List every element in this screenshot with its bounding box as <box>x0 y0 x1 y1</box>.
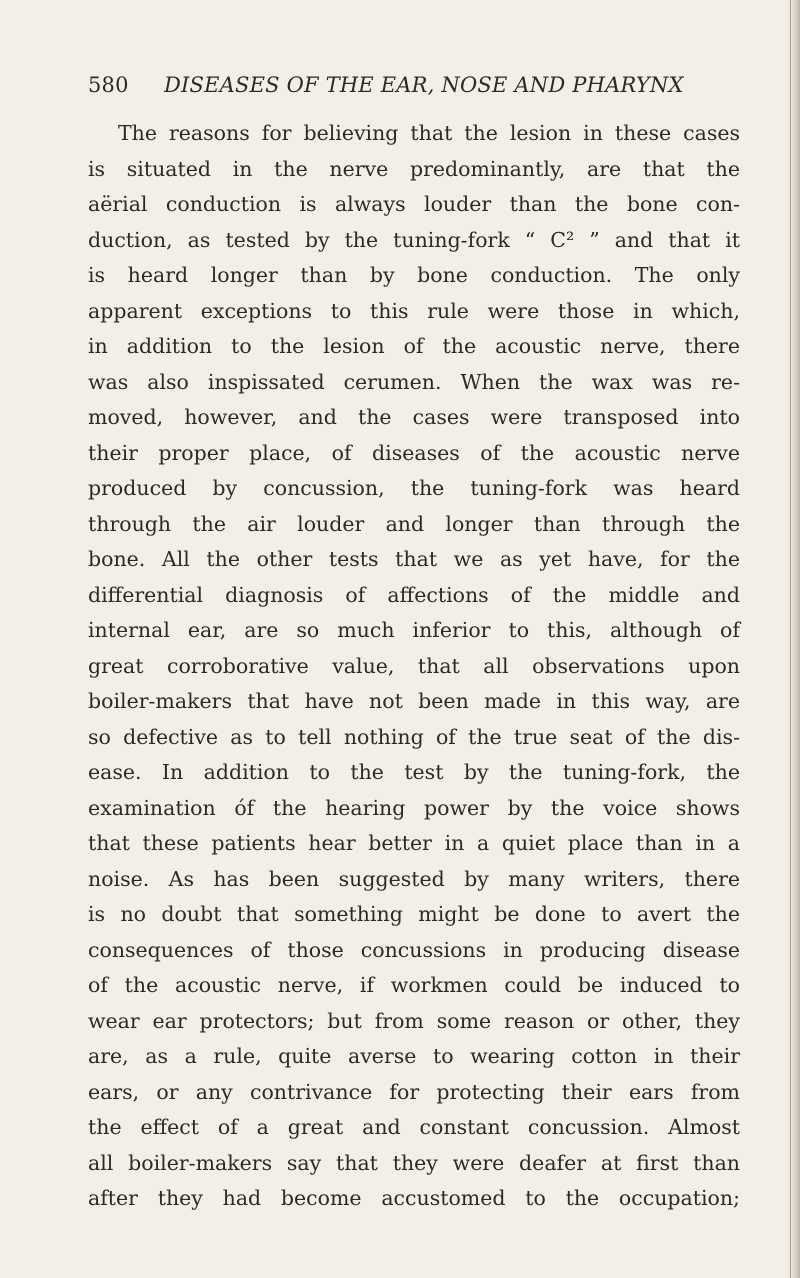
text-line: internal ear, are so much inferior to this, although of <box>88 618 740 642</box>
text-line: produced by concussion, the tuning-fork was heard <box>88 476 740 500</box>
text-line: are, as a rule, quite averse to wearing cotton in their <box>88 1044 740 1068</box>
text-line: ease. In addition to the test by the tuning-fork, the <box>88 760 740 784</box>
text-line: in addition to the lesion of the acoustic nerve, there <box>88 334 740 358</box>
body-paragraph <box>88 116 740 1217</box>
text-line: through the air louder and longer than through the <box>88 511 740 536</box>
text-line: ears, or any contrivance for protecting their ears from <box>88 1079 740 1104</box>
text-line: bone. All the other tests that we as yet have, for the <box>88 547 740 571</box>
text-line: The reasons for believing that the lesion in these cases <box>118 121 740 145</box>
text-line: was also inspissated cerumen. When the wax was re- <box>88 369 740 394</box>
text-line: the effect of a great and constant concussion. Almost <box>88 1115 740 1139</box>
page-header <box>88 73 698 103</box>
text-line: is heard longer than by bone conduction. The only <box>88 263 740 287</box>
text-line: wear ear protectors; but from some reason or other, they <box>88 1008 740 1033</box>
page-edge-line <box>790 0 791 1278</box>
text-line: great corroborative value, that all observations upon <box>88 653 740 678</box>
text-line: all boiler-makers say that they were deafer at first than <box>88 1150 740 1175</box>
text-line: is no doubt that something might be done to avert the <box>88 902 740 926</box>
text-line: after they had become accustomed to the occupation; <box>88 1186 740 1210</box>
text-line: so defective as to tell nothing of the true seat of the dis- <box>88 724 740 749</box>
text-line: noise. As has been suggested by many writers, there <box>88 866 740 891</box>
text-line: aërial conduction is always louder than the bone con- <box>88 192 740 216</box>
text-line: their proper place, of diseases of the acoustic nerve <box>88 440 740 465</box>
text-line: consequences of those concussions in producing disease <box>88 937 740 962</box>
running-title: DISEASES OF THE EAR, NOSE AND PHARYNX <box>164 73 684 97</box>
text-line: duction, as tested by the tuning-fork “ C² ” and that it <box>88 227 740 252</box>
text-line: is situated in the nerve predominantly, are that the <box>88 156 740 181</box>
text-line: that these patients hear better in a quiet place than in a <box>88 831 740 855</box>
text-line: apparent exceptions to this rule were those in which, <box>88 298 740 323</box>
text-line: differential diagnosis of affections of the middle and <box>88 582 740 607</box>
page-edge-shadow <box>786 0 800 1278</box>
text-line: boiler-makers that have not been made in this way, are <box>88 689 740 713</box>
page-number: 580 <box>88 73 129 97</box>
text-line: moved, however, and the cases were transposed into <box>88 405 740 429</box>
text-line: examination óf the hearing power by the voice shows <box>88 795 740 820</box>
text-line: of the acoustic nerve, if workmen could be induced to <box>88 973 740 997</box>
